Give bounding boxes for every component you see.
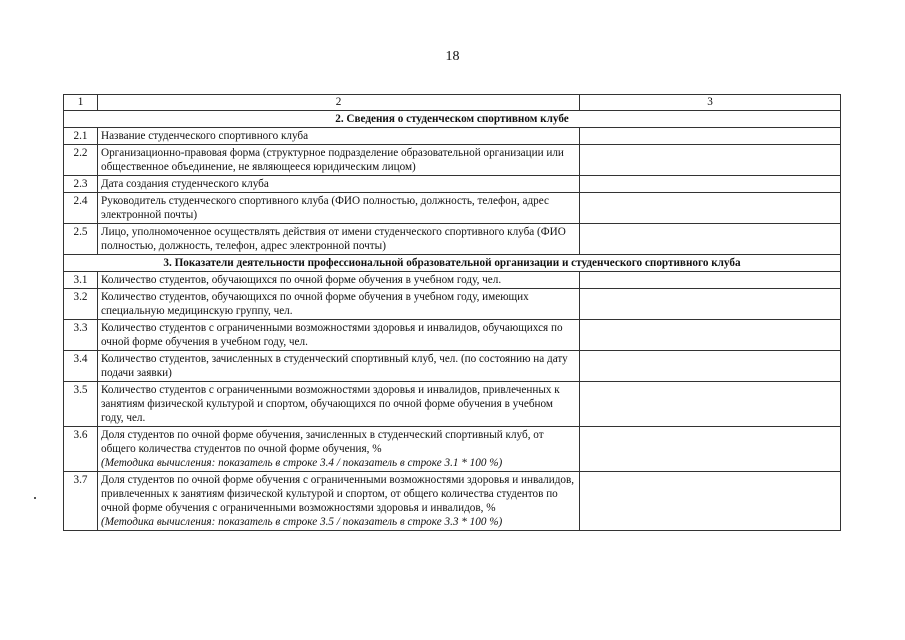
row-number: 3.1 — [64, 272, 98, 289]
section-2-row — [64, 111, 841, 128]
row-value-cell[interactable] — [580, 193, 841, 224]
header-col-3: 3 — [580, 95, 841, 111]
table-row — [64, 193, 841, 224]
club-info-table — [63, 94, 841, 531]
row-label: Лицо, уполномоченное осуществлять действия от имени студенческого спортивного клуба (ФИО полностью, должность, телефон, адрес электронной почты) — [98, 224, 580, 255]
row-value-cell[interactable] — [580, 351, 841, 382]
row-number: 2.3 — [64, 176, 98, 193]
table-row — [64, 224, 841, 255]
section-3-title: 3. Показатели деятельности профессиональной образовательной организации и студенческого спортивного клуба — [64, 255, 841, 272]
table-row — [64, 382, 841, 427]
row-label: Дата создания студенческого клуба — [98, 176, 580, 193]
row-label: Количество студентов, обучающихся по очной форме обучения в учебном году, чел. — [98, 272, 580, 289]
header-row — [64, 95, 841, 111]
row-number: 2.4 — [64, 193, 98, 224]
row-number: 3.7 — [64, 472, 98, 531]
table-row — [64, 176, 841, 193]
table-row — [64, 427, 841, 472]
row-value-cell[interactable] — [580, 272, 841, 289]
page-number: 18 — [445, 49, 460, 64]
header-col-1: 1 — [64, 95, 98, 111]
row-value-cell[interactable] — [580, 145, 841, 176]
row-label: Количество студентов, обучающихся по очной форме обучения в учебном году, имеющих специальную медицинскую группу, чел. — [98, 289, 580, 320]
table-row — [64, 289, 841, 320]
row-label: Количество студентов с ограниченными возможностями здоровья и инвалидов, обучающихся по очной форме обучения в учебном году, чел. — [98, 320, 580, 351]
row-number: 3.6 — [64, 427, 98, 472]
row-label: Руководитель студенческого спортивного клуба (ФИО полностью, должность, телефон, адрес электронной почты) — [98, 193, 580, 224]
row-value-cell[interactable] — [580, 427, 841, 472]
calculation-method: (Методика вычисления: показатель в строке 3.5 / показатель в строке 3.3 * 100 %) — [101, 516, 503, 528]
table-row — [64, 272, 841, 289]
row-number: 3.4 — [64, 351, 98, 382]
section-3-row — [64, 255, 841, 272]
row-label: Организационно-правовая форма (структурное подразделение образовательной организации или общественное объединение, не являющееся юридическим лицом) — [98, 145, 580, 176]
row-value-cell[interactable] — [580, 176, 841, 193]
row-number: 3.2 — [64, 289, 98, 320]
row-number: 3.5 — [64, 382, 98, 427]
row-value-cell[interactable] — [580, 472, 841, 531]
row-label: Количество студентов с ограниченными возможностями здоровья и инвалидов, привлеченных к занятиям физической культурой и спортом, обучающихся по очной форме обучения в учебном году, чел. — [98, 382, 580, 427]
row-label: Название студенческого спортивного клуба — [98, 128, 580, 145]
row-number: 2.1 — [64, 128, 98, 145]
row-value-cell[interactable] — [580, 382, 841, 427]
row-label-cell — [98, 427, 580, 472]
section-2-title: 2. Сведения о студенческом спортивном клубе — [64, 111, 841, 128]
table-row — [64, 128, 841, 145]
table-row — [64, 351, 841, 382]
row-number: 2.5 — [64, 224, 98, 255]
header-col-2: 2 — [98, 95, 580, 111]
table-row — [64, 320, 841, 351]
margin-mark — [34, 497, 36, 499]
row-value-cell[interactable] — [580, 128, 841, 145]
row-value-cell[interactable] — [580, 289, 841, 320]
row-value-cell[interactable] — [580, 224, 841, 255]
row-number: 2.2 — [64, 145, 98, 176]
row-number: 3.3 — [64, 320, 98, 351]
row-label: Доля студентов по очной форме обучения, зачисленных в студенческий спортивный клуб, от общего количества студентов по очной форме обучения, % — [101, 429, 544, 455]
table-row — [64, 145, 841, 176]
row-value-cell[interactable] — [580, 320, 841, 351]
row-label: Количество студентов, зачисленных в студенческий спортивный клуб, чел. (по состоянию на дату подачи заявки) — [98, 351, 580, 382]
table-row — [64, 472, 841, 531]
row-label: Доля студентов по очной форме обучения с ограниченными возможностями здоровья и инвалидов, привлеченных к занятиям физической культурой и спортом, от общего количества студентов по очной форме обучения с ограниченными возможностями здоровья и инвалидов, % — [101, 474, 575, 514]
row-label-cell — [98, 472, 580, 531]
calculation-method: (Методика вычисления: показатель в строке 3.4 / показатель в строке 3.1 * 100 %) — [101, 457, 503, 469]
